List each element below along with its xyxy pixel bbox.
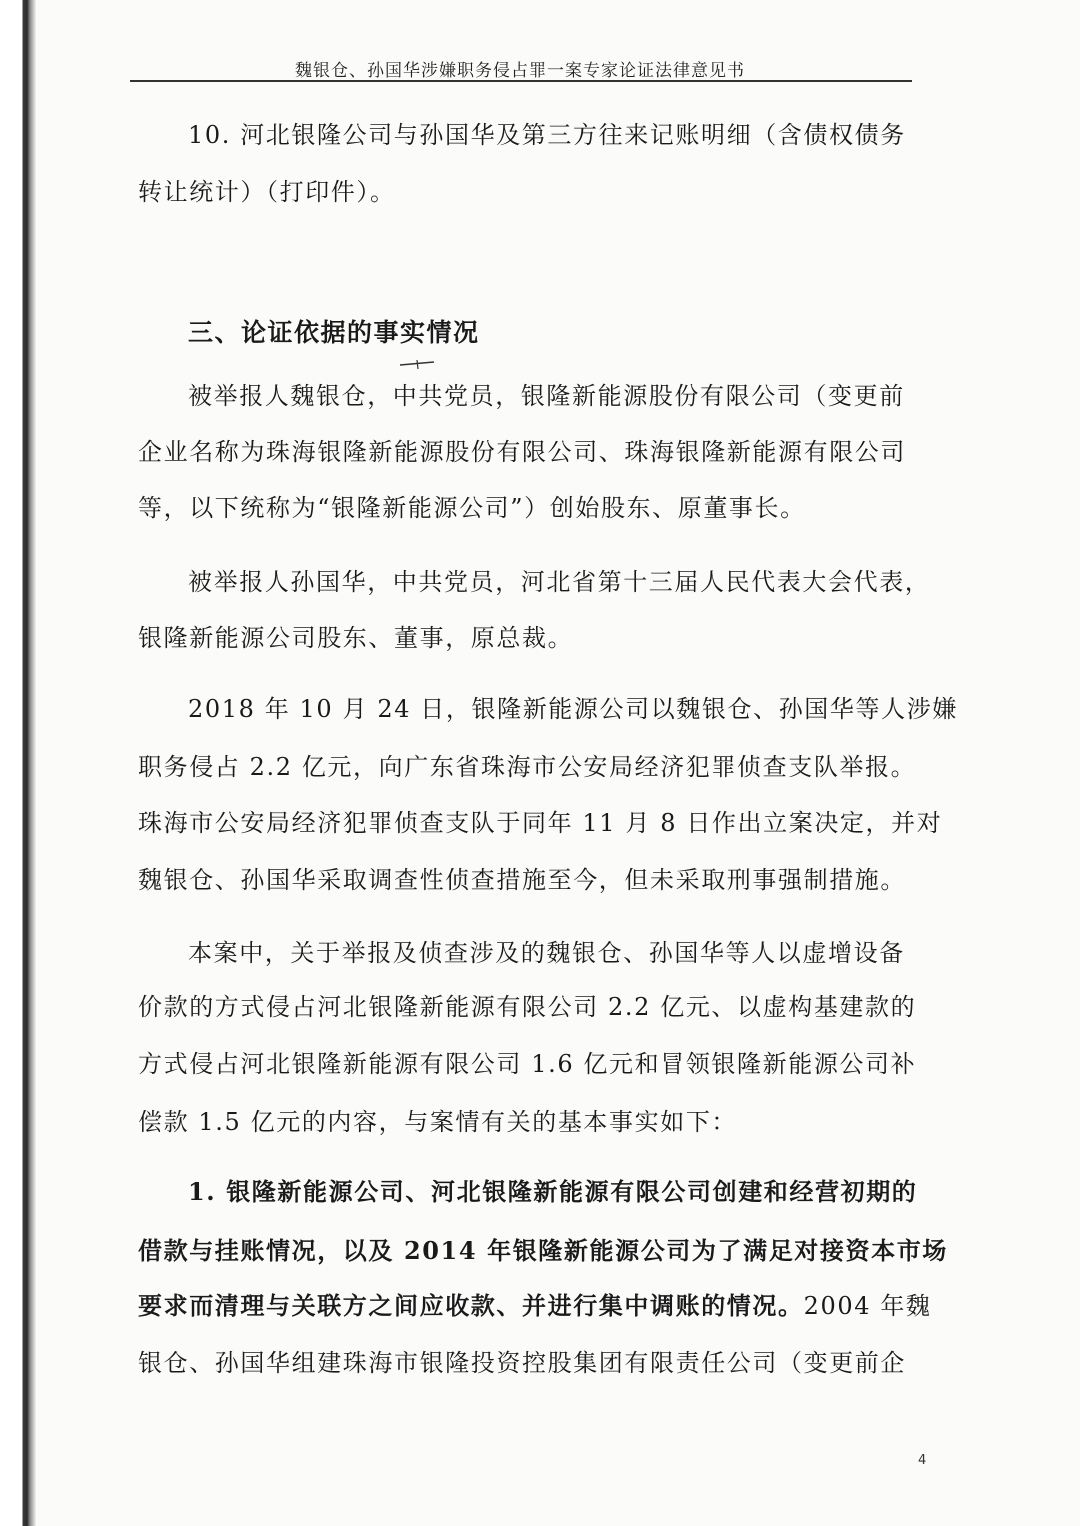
section-heading: 三、论证依据的事实情况: [188, 318, 480, 347]
paragraph-5-line-3-normal: 2004 年魏: [803, 1292, 932, 1320]
paragraph-5-line-3-bold: 要求而清理与关联方之间应收款、并进行集中调账的情况。: [138, 1291, 804, 1320]
paragraph-3-line-1: 2018 年 10 月 24 日，银隆新能源公司以魏银仓、孙国华等人涉嫌: [188, 695, 958, 723]
paragraph-1-line-2: 企业名称为珠海银隆新能源股份有限公司、珠海银隆新能源有限公司: [138, 438, 906, 466]
paragraph-4-line-3: 方式侵占河北银隆新能源有限公司 1.6 亿元和冒领银隆新能源公司补: [138, 1050, 917, 1078]
paragraph-1-line-1: 被举报人魏银仓，中共党员，银隆新能源股份有限公司（变更前: [188, 382, 905, 410]
list-item-10-line-2: 转让统计）（打印件）。: [138, 178, 396, 206]
paragraph-2-line-2: 银隆新能源公司股东、董事，原总裁。: [138, 624, 574, 652]
list-item-10-line-1: 10. 河北银隆公司与孙国华及第三方往来记账明细（含债权债务: [188, 121, 906, 149]
paragraph-4-line-2: 价款的方式侵占河北银隆新能源有限公司 2.2 亿元、以虚构基建款的: [138, 993, 917, 1021]
header-rule: [130, 80, 912, 82]
page-number: 4: [918, 1453, 927, 1468]
paragraph-4-line-1: 本案中，关于举报及侦查涉及的魏银仓、孙国华等人以虚增设备: [188, 939, 905, 967]
paragraph-3-line-3: 珠海市公安局经济犯罪侦查支队于同年 11 月 8 日作出立案决定，并对: [138, 809, 943, 837]
paragraph-1-line-3: 等，以下统称为“银隆新能源公司”）创始股东、原董事长。: [138, 494, 806, 522]
binding-edge: [0, 0, 36, 1526]
paragraph-5-line-1: 1. 银隆新能源公司、河北银隆新能源有限公司创建和经营初期的: [188, 1177, 918, 1206]
paragraph-3-line-4: 魏银仓、孙国华采取调查性侦查措施至今，但未采取刑事强制措施。: [138, 866, 906, 894]
paragraph-5-line-2: 借款与挂账情况，以及 2014 年银隆新能源公司为了满足对接资本市场: [138, 1236, 948, 1265]
paragraph-4-line-4: 偿款 1.5 亿元的内容，与案情有关的基本事实如下：: [138, 1108, 738, 1136]
paragraph-5-line-3: [138, 1291, 932, 1321]
pen-mark: [398, 358, 436, 370]
paragraph-3-line-2: 职务侵占 2.2 亿元，向广东省珠海市公安局经济犯罪侦查支队举报。: [138, 753, 917, 781]
running-header: 魏银仓、孙国华涉嫌职务侵占罪一案专家论证法律意见书: [295, 61, 745, 81]
paragraph-2-line-1: 被举报人孙国华，中共党员，河北省第十三届人民代表大会代表，: [188, 568, 931, 596]
paragraph-5-line-4: 银仓、孙国华组建珠海市银隆投资控股集团有限责任公司（变更前企: [138, 1349, 906, 1377]
